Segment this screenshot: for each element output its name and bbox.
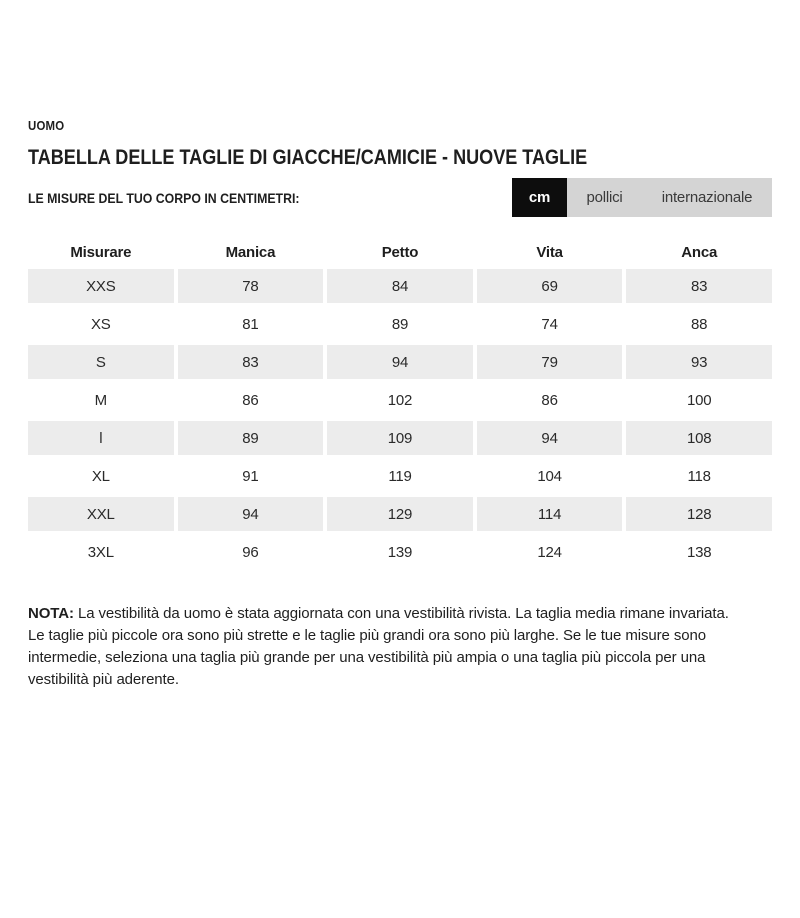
value-cell: 83 xyxy=(626,269,772,303)
table-row xyxy=(28,269,772,303)
size-cell: l xyxy=(28,421,174,455)
value-cell: 94 xyxy=(477,421,623,455)
unit-tab-internazionale[interactable]: internazionale xyxy=(661,189,753,206)
value-cell: 124 xyxy=(537,543,562,561)
subtitle-row xyxy=(28,178,772,217)
value-cell: 139 xyxy=(387,543,413,561)
size-cell: 3XL xyxy=(87,543,114,561)
value-cell: 86 xyxy=(541,391,558,409)
column-header-vita: Vita xyxy=(536,243,563,261)
column-header-petto: Petto xyxy=(381,243,419,261)
value-cell: 88 xyxy=(691,315,708,333)
table-row xyxy=(28,421,772,455)
size-table xyxy=(24,235,776,573)
value-cell: 102 xyxy=(387,391,413,409)
table-row xyxy=(28,345,772,379)
value-cell: 138 xyxy=(686,543,712,561)
note-text: La vestibilità da uomo è stata aggiornata con una vestibilità rivista. La taglia media rimane invariata. Le taglie più piccole ora sono più strette e le taglie più grandi ora sono più larghe. Se le tue misure sono intermedie, seleziona una taglia più grande per una vestibilità più ampia o una taglia più piccola per una vestibilità più aderente. xyxy=(28,605,729,688)
value-cell: 119 xyxy=(388,467,412,485)
size-cell: XXS xyxy=(28,269,174,303)
value-cell: 94 xyxy=(327,345,473,379)
value-cell: 94 xyxy=(178,497,324,531)
note-label: NOTA: xyxy=(28,605,74,622)
table-row xyxy=(28,383,772,417)
measurements-label: LE MISURE DEL TUO CORPO IN CENTIMETRI: xyxy=(28,189,300,206)
unit-tab-pollici[interactable]: pollici xyxy=(586,189,623,206)
value-cell: 91 xyxy=(242,467,259,485)
column-header-anca: Anca xyxy=(681,243,718,261)
value-cell: 114 xyxy=(477,497,623,531)
value-cell: 96 xyxy=(242,543,259,561)
value-cell: 100 xyxy=(686,391,712,409)
value-cell: 109 xyxy=(327,421,473,455)
unit-tabs xyxy=(512,178,772,217)
value-cell: 89 xyxy=(391,315,409,333)
table-header-row xyxy=(28,239,772,265)
column-header-misurare: Misurare xyxy=(70,243,132,261)
category-label: UOMO xyxy=(28,118,65,133)
table-row xyxy=(28,535,772,569)
value-cell: 83 xyxy=(178,345,324,379)
size-cell: M xyxy=(94,391,107,409)
value-cell: 129 xyxy=(327,497,473,531)
value-cell: 104 xyxy=(537,467,562,485)
value-cell: 78 xyxy=(178,269,324,303)
value-cell: 69 xyxy=(477,269,623,303)
value-cell: 84 xyxy=(327,269,473,303)
page-title: TABELLA DELLE TAGLIE DI GIACCHE/CAMICIE - NUOVE TAGLIE xyxy=(28,146,588,169)
value-cell: 79 xyxy=(477,345,623,379)
table-row xyxy=(28,459,772,493)
value-cell: 108 xyxy=(626,421,772,455)
value-cell: 74 xyxy=(541,315,558,333)
value-cell: 89 xyxy=(178,421,324,455)
table-row xyxy=(28,497,772,531)
size-cell: XS xyxy=(90,315,111,333)
value-cell: 128 xyxy=(626,497,772,531)
value-cell: 93 xyxy=(626,345,772,379)
value-cell: 118 xyxy=(687,467,711,485)
value-cell: 86 xyxy=(242,391,259,409)
size-cell: XXL xyxy=(28,497,174,531)
table-row xyxy=(28,307,772,341)
size-cell: XL xyxy=(91,467,110,485)
value-cell: 81 xyxy=(242,315,259,333)
unit-tab-cm[interactable]: cm xyxy=(512,178,567,217)
fit-note xyxy=(28,603,736,691)
column-header-manica: Manica xyxy=(225,243,276,261)
size-cell: S xyxy=(28,345,174,379)
size-guide-page xyxy=(0,118,800,691)
